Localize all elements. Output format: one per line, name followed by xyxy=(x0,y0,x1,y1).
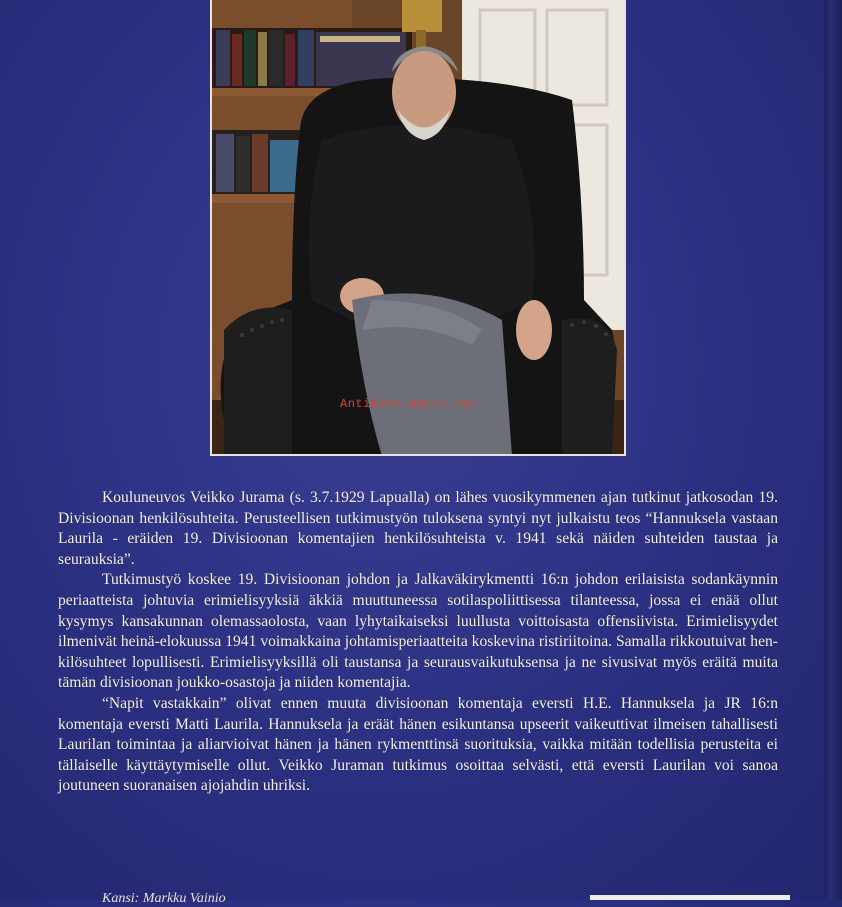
back-cover-blurb xyxy=(58,488,778,797)
author-photo xyxy=(210,0,626,456)
book-spine-edge xyxy=(824,0,842,900)
blurb-paragraph-1: Kouluneuvos Veikko Jurama (s. 3.7.1929 Lapualla) on lähes vuosikymmenen ajan tutkinut jatkosodan 19. Divisioonan henkilösuhteita. Perusteellisen tutkimustyön tuloksena syntyi nyt julkaistu teos “Hannuksela vastaan Laurila - eräiden 19. Divisioonan komentajien henkilösuhteista v. 1941 sekä näiden suhteiden taustaa ja seurauksia”. xyxy=(58,489,778,568)
watermark-text: Antikvariaatti.net xyxy=(340,397,479,411)
cover-credit: Kansi: Markku Vainio xyxy=(102,891,226,906)
blurb-paragraph-3: “Napit vastakkain” olivat ennen muuta divisioonan komentaja eversti H.E. Hannuksela ja JR 16:n komentaja eversti Matti Laurila. Hannuksela ja eräät hänen esikuntansa upseerit vaikeuttivat ilmeisen tahallisesti Laurilan toimintaa ja aliarvioivat hänen ja hänen rykmenttinsä suorituksia, vaikka mitään todellisia perusteita ei tällaiselle käyttäytymiselle ollut. Veikko Juraman tutkimus osoittaa selvästi, että eversti Laurilan voi sanoa joutuneen suoranaisen ajojahdin uhriksi. xyxy=(58,694,778,795)
blurb-paragraph-2: Tutkimustyö koskee 19. Divisioonan johdon ja Jalkaväkirykmentti 16:n johdon erilaisista sodankäynnin periaatteista johtuvia erimielisyyksiä äkkiä muuttuneessa sotilaspoliittisessa tilanteessa, jossa ei enää ollut kysymys kansakunnan olemassaolosta, vaan lyhytaikaiseksi luullusta voittoisasta offensiivista. Erimielisyydet ilmenivät heinä-elokuussa 1941 voimakkaina johtamisperiaatteita koskevina ristiriitoina. Samalla rikkoutuivat henkilösuhteet lopullisesti. Erimielisyyksillä oli taustansa ja seurausvaikutuksensa ja ne sivusivat myös eräitä muita tämän divisioonan joukko-osastoja ja niiden komentajia. xyxy=(58,571,778,692)
barcode-strip xyxy=(590,895,790,900)
